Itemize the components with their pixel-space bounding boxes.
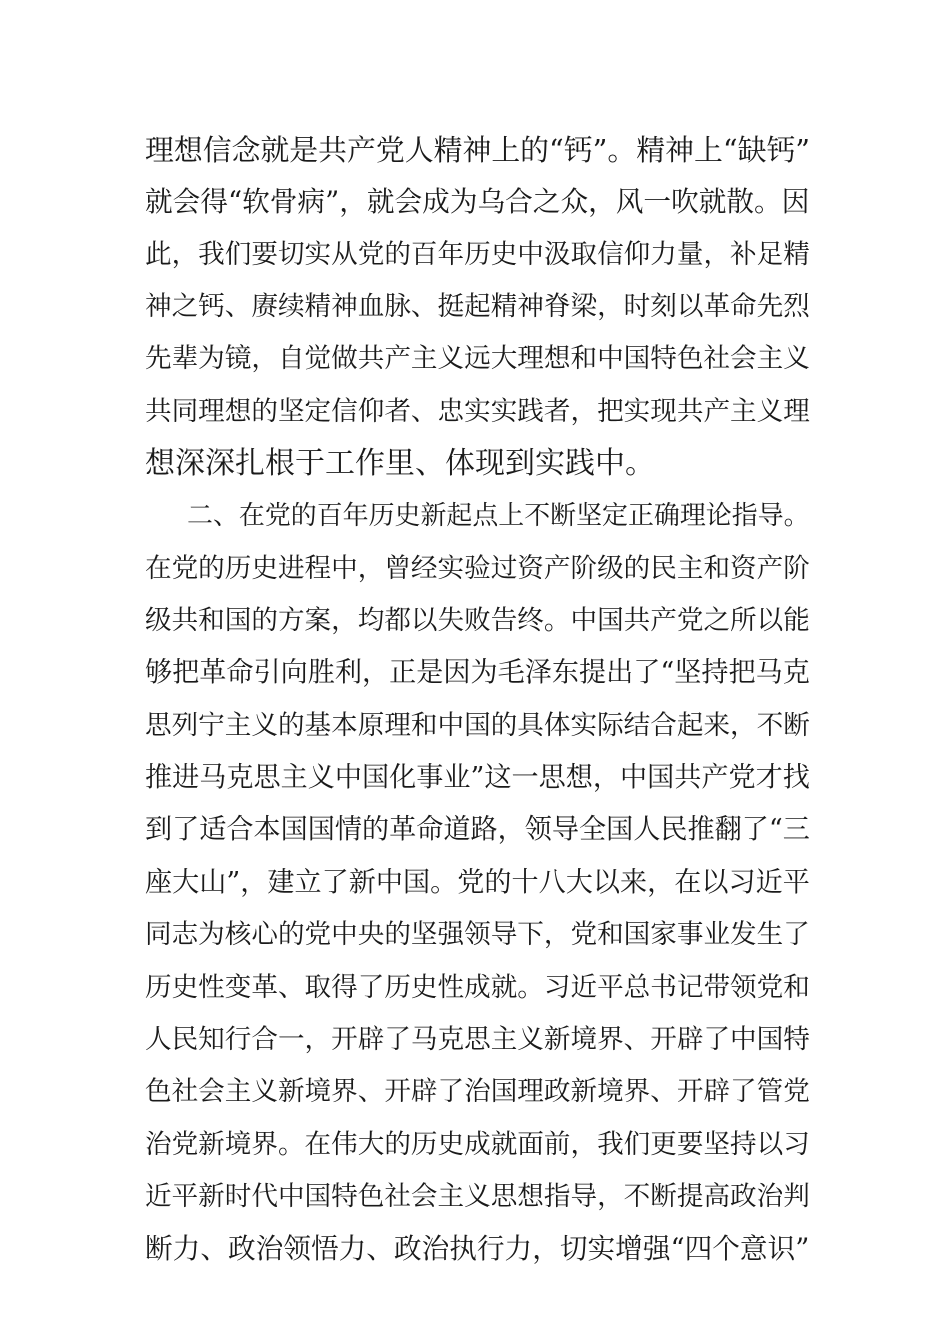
text-line: 共同理想的坚定信仰者、忠实实践者，把实现共产主义理 <box>145 395 810 427</box>
text-line: 色社会主义新境界、开辟了治国理政新境界、开辟了管党 <box>145 1076 810 1108</box>
text-line: 理想信念就是共产党人精神上的“钙”。精神上“缺钙” <box>145 133 811 167</box>
text-line: 此，我们要切实从党的百年历史中汲取信仰力量，补足精 <box>145 238 810 270</box>
text-line: 级共和国的方案，均都以失败告终。中国共产党之所以能 <box>145 605 810 637</box>
section-heading-line: 二、在党的百年历史新起点上不断坚定正确理论指导。 <box>187 501 810 532</box>
text-line: 在党的历史进程中，曾经实验过资产阶级的民主和资产阶 <box>145 552 810 584</box>
text-line: 人民知行合一，开辟了马克思主义新境界、开辟了中国特 <box>145 1023 810 1055</box>
text-line: 先辈为镜，自觉做共产主义远大理想和中国特色社会主义 <box>145 343 810 375</box>
body-text <box>145 124 810 1276</box>
text-line: 同志为核心的党中央的坚强领导下，党和国家事业发生了 <box>145 919 810 951</box>
text-line: 就会得“软骨病”，就会成为乌合之众，风一吹就散。因 <box>145 185 810 219</box>
text-line: 断力、政治领悟力、政治执行力，切实增强“四个意识” <box>145 1232 810 1266</box>
text-line: 想深深扎根于工作里、体现到实践中。 <box>145 446 655 482</box>
text-line: 够把革命引向胜利，正是因为毛泽东提出了“坚持把马克 <box>145 657 810 689</box>
text-line: 近平新时代中国特色社会主义思想指导，不断提高政治判 <box>145 1180 810 1212</box>
text-line: 到了适合本国国情的革命道路，领导全国人民推翻了“三 <box>145 814 810 846</box>
text-line: 思列宁主义的基本原理和中国的具体实际结合起来，不断 <box>145 709 810 741</box>
text-line: 座大山”，建立了新中国。党的十八大以来，在以习近平 <box>145 866 810 898</box>
text-line: 神之钙、赓续精神血脉、挺起精神脊梁，时刻以革命先烈 <box>145 291 810 323</box>
text-line: 治党新境界。在伟大的历史成就面前，我们更要坚持以习 <box>145 1128 810 1160</box>
text-line: 历史性变革、取得了历史性成就。习近平总书记带领党和 <box>145 971 810 1003</box>
text-line: 推进马克思主义中国化事业”这一思想，中国共产党才找 <box>145 762 810 794</box>
